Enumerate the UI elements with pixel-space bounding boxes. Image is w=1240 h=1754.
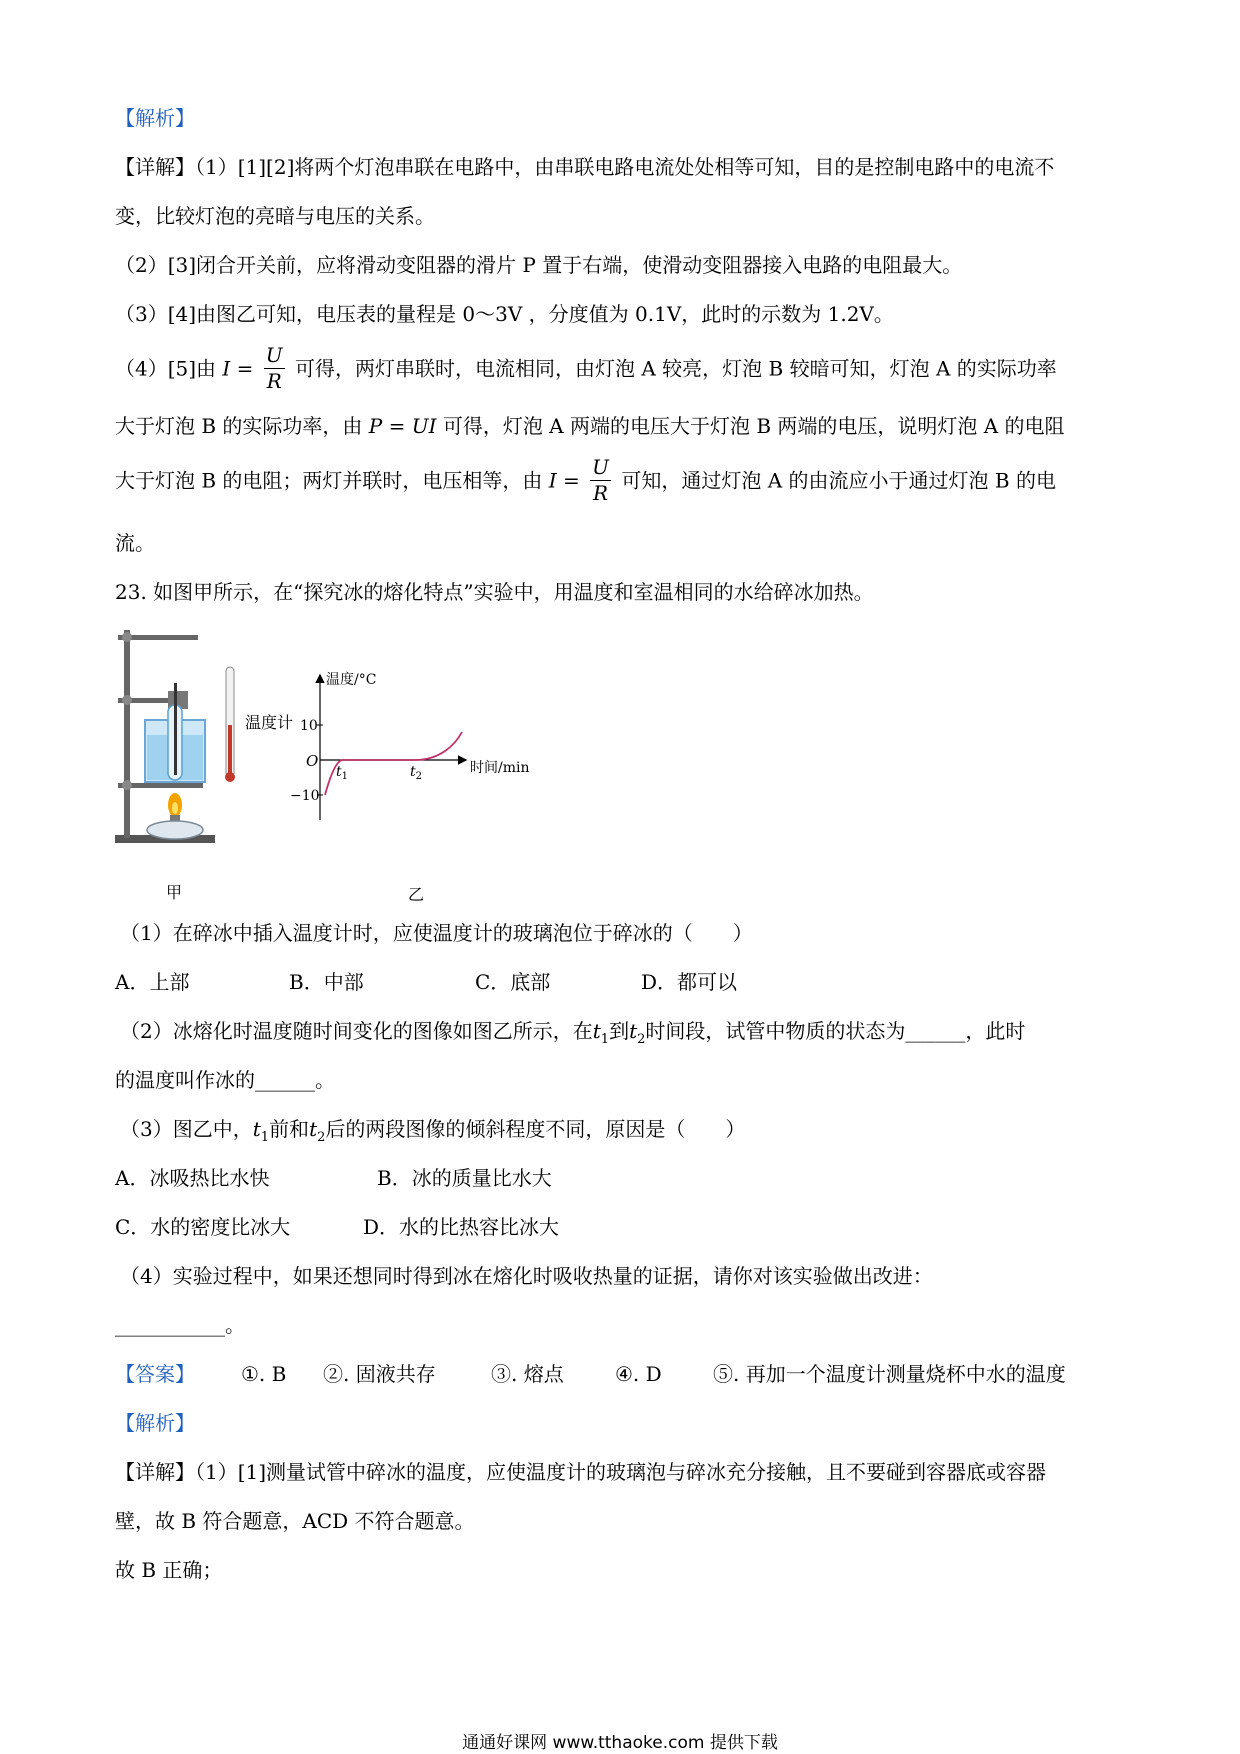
option-d: D．都可以 <box>641 970 738 994</box>
part-2-mid: 到 <box>609 1019 630 1043</box>
option-3c: C．水的密度比冰大 <box>115 1215 291 1239</box>
t1-inline-sub: 1 <box>600 1032 610 1047</box>
formula-p-equals-ui: P = UI <box>368 414 437 438</box>
answer-5: ⑤. 再加一个温度计测量烧杯中水的温度 <box>713 1362 1066 1386</box>
t2-inline: t <box>629 1019 638 1043</box>
question-23-part-3 <box>120 1119 745 1144</box>
question-23-stem: 23. 如图甲所示，在“探究冰的熔化特点”实验中，用温度和室温相同的水给碎冰加热。 <box>115 580 874 604</box>
fraction-denominator-2: R <box>593 481 609 505</box>
t1-label <box>336 764 348 782</box>
formula-i-equals: I = <box>222 356 254 381</box>
t2-inline-2: t <box>309 1117 318 1141</box>
option-c: C．底部 <box>475 970 551 994</box>
formula-i-equals-2: I = <box>548 468 580 493</box>
t1-letter: t <box>336 764 342 780</box>
t1-inline-2: t <box>252 1117 261 1141</box>
t1-inline-2-sub: 1 <box>260 1130 270 1145</box>
detail-line-7-post: 可知，通过灯泡 A 的由流应小于通过灯泡 B 的电 <box>621 468 1056 493</box>
melting-curve <box>325 732 462 795</box>
part-2-pre: （2）冰熔化时温度随时间变化的图像如图乙所示，在 <box>120 1019 593 1043</box>
detail-line-1: 【详解】（1）[1][2]将两个灯泡串联在电路中，由串联电路电流处处相等可知，目的是控制电路中的电流不 <box>115 155 1055 179</box>
fraction-denominator: R <box>266 369 282 393</box>
detail-23-line-3: 故 B 正确； <box>115 1558 223 1582</box>
detail-line-4: （3）[4]由图乙可知，电压表的量程是 0～3V ，分度值为 0.1V，此时的示数为 1.2V。 <box>115 302 894 326</box>
figure-yi-caption: 乙 <box>408 885 425 904</box>
detail-line-5-pre: （4）[5]由 <box>115 356 217 381</box>
detail-line-6-post: 可得，灯泡 A 两端的电压大于灯泡 B 两端的电压，说明灯泡 A 的电阻 <box>442 414 1065 438</box>
thermometer-figure <box>222 665 238 785</box>
part-2-post: 时间段，试管中物质的状态为______，此时 <box>645 1019 1026 1043</box>
answer-2: ②. 固液共存 <box>323 1362 436 1386</box>
detail-line-3: （2）[3]闭合开关前，应将滑动变阻器的滑片 P 置于右端，使滑动变阻器接入电路的电阻最大。 <box>115 253 963 277</box>
y-axis-label: 温度/°C <box>326 672 377 688</box>
t1-inline: t <box>592 1019 601 1043</box>
t2-sub: 2 <box>415 771 423 782</box>
tube-thermometer <box>174 683 177 775</box>
option-a: A．上部 <box>115 970 190 994</box>
detail-line-8: 流。 <box>115 531 155 555</box>
t2-inline-sub: 2 <box>637 1032 646 1047</box>
detail-23-line-2: 壁，故 B 符合题意，ACD 不符合题意。 <box>115 1509 475 1533</box>
analysis-heading: 【解析】 <box>115 106 195 130</box>
question-23-part-1: （1）在碎冰中插入温度计时，应使温度计的玻璃泡位于碎冰的（ ） <box>120 921 753 945</box>
detail-line-2: 变，比较灯泡的亮暗与电压的关系。 <box>115 204 435 228</box>
page-footer: 通通好课网 www.tthaoke.com 提供下载 <box>462 1733 778 1753</box>
part-3-post: 后的两段图像的倾斜程度不同，原因是（ ） <box>325 1117 746 1141</box>
answer-3: ③. 熔点 <box>491 1362 564 1386</box>
thermometer-label: 温度计 <box>245 713 294 732</box>
detail-23-line-1: 【详解】（1）[1]测量试管中碎冰的温度，应使温度计的玻璃泡与碎冰充分接触，且不要碰到容器底或容器 <box>115 1460 1047 1484</box>
option-3d: D．水的比热容比冰大 <box>363 1215 560 1239</box>
burner-flame-core <box>172 802 178 814</box>
stand-rod <box>124 630 130 838</box>
answer-heading: 【答案】 <box>115 1362 195 1386</box>
alcohol-burner <box>147 821 203 839</box>
detail-line-5-post: 可得，两灯串联时，电流相同，由灯泡 A 较亮，灯泡 B 较暗可知，灯泡 A 的实际功率 <box>295 356 1057 381</box>
t2-letter: t <box>410 764 416 780</box>
x-axis-label: 时间/min <box>470 760 530 776</box>
temperature-graph <box>270 670 550 830</box>
analysis-heading-2: 【解析】 <box>115 1411 195 1435</box>
option-b: B．中部 <box>289 970 364 994</box>
detail-line-5 <box>115 345 1057 392</box>
part-3-pre: （3）图乙中， <box>120 1117 253 1141</box>
question-23-part-4-blank: ___________。 <box>115 1313 245 1337</box>
part-3-options-row2 <box>115 1217 559 1237</box>
detail-line-7-pre: 大于灯泡 B 的电阻；两灯并联时，电压相等，由 <box>115 468 543 493</box>
formula-u-over-r-2 <box>590 457 611 504</box>
t2-inline-2-sub: 2 <box>317 1130 326 1145</box>
part-3-mid: 前和 <box>269 1117 310 1141</box>
fraction-numerator-2: U <box>592 455 610 479</box>
origin-label: O <box>306 752 319 770</box>
figure-jia-caption: 甲 <box>166 883 183 902</box>
top-clamp-knob <box>122 632 132 642</box>
t1-sub: 1 <box>341 771 349 782</box>
part-1-options <box>115 972 737 992</box>
answer-1: ①. B <box>241 1362 287 1386</box>
detail-line-7 <box>115 457 1056 504</box>
detail-line-6-pre: 大于灯泡 B 的实际功率，由 <box>115 414 363 438</box>
formula-u-over-r <box>264 345 285 392</box>
option-3b: B．冰的质量比水大 <box>377 1166 552 1190</box>
t2-label <box>410 764 422 782</box>
tick-10: 10 <box>300 718 318 734</box>
question-23-part-2 <box>120 1021 1025 1046</box>
option-3a: A．冰吸热比水快 <box>115 1166 270 1190</box>
middle-clamp-knob <box>122 695 132 705</box>
answer-4: ④. D <box>615 1362 662 1386</box>
question-23-part-4: （4）实验过程中，如果还想同时得到冰在熔化时吸收热量的证据，请你对该实验做出改进： <box>120 1264 933 1288</box>
fraction-numerator: U <box>265 343 283 367</box>
ring-knob <box>122 780 132 790</box>
part-3-options-row1 <box>115 1168 552 1188</box>
question-23-part-2-cont: 的温度叫作冰的______。 <box>115 1068 335 1092</box>
detail-line-6 <box>115 416 1065 436</box>
answer-row <box>115 1364 1066 1384</box>
tick-neg10: −10 <box>290 788 320 804</box>
